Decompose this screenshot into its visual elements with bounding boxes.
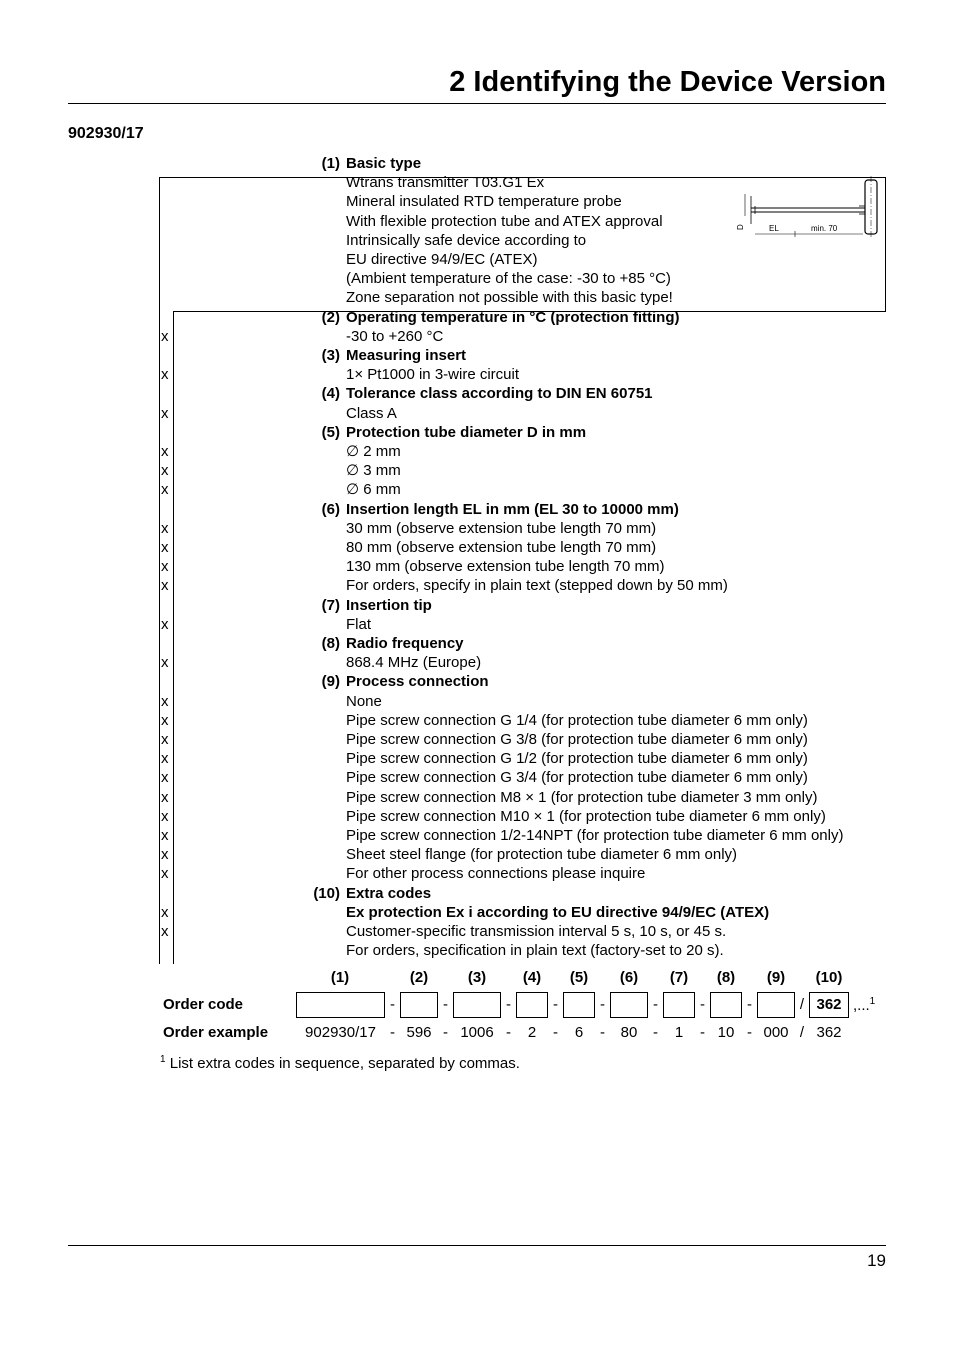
row-description: For orders, specification in plain text (factory-set to 20 s). — [346, 942, 724, 960]
row-description: Extra codes — [346, 884, 432, 902]
row-description: Mineral insulated RTD temperature probe — [346, 193, 622, 211]
row-x-mark: x — [161, 788, 169, 806]
model-heading: 902930/17 — [68, 125, 144, 142]
row-description: Flat — [346, 615, 372, 633]
order-example-separator: - — [600, 1024, 605, 1041]
order-code-box — [663, 992, 695, 1018]
row-x-mark: x — [161, 846, 169, 864]
order-code-tail — [853, 996, 875, 1014]
order-column-header: (5) — [569, 969, 589, 986]
order-code-tail-footnote: 1 — [869, 996, 876, 1007]
order-example-value: 10 — [717, 1024, 735, 1041]
order-code-box-extra: 362 — [809, 992, 849, 1018]
order-example-separator: - — [653, 1024, 658, 1041]
row-description: Pipe screw connection G 3/4 (for protection tube diameter 6 mm only) — [346, 769, 808, 787]
row-description: Pipe screw connection 1/2-14NPT (for protection tube diameter 6 mm only) — [346, 827, 844, 844]
row-x-mark: x — [161, 404, 169, 422]
row-x-mark: x — [161, 462, 169, 480]
table-left-border — [159, 177, 160, 964]
order-example-value: 80 — [620, 1024, 638, 1041]
order-example-separator: - — [506, 1024, 511, 1041]
order-code-separator: - — [600, 996, 605, 1013]
header-rule — [68, 103, 886, 104]
order-column-header: (1) — [330, 969, 350, 986]
table-inner-border — [173, 311, 174, 964]
order-code-separator: / — [799, 996, 805, 1013]
row-description: Class A — [346, 404, 397, 422]
row-description: Intrinsically safe device according to — [346, 231, 587, 249]
row-section-number: (6) — [321, 500, 340, 518]
row-description: None — [346, 692, 382, 710]
row-description: Insertion length EL in mm (EL 30 to 10000 mm) — [346, 500, 679, 518]
row-x-mark: x — [161, 903, 169, 921]
order-column-header: (7) — [669, 969, 689, 986]
row-description: Pipe screw connection G 1/4 (for protection tube diameter 6 mm only) — [346, 711, 808, 729]
order-code-box — [296, 992, 385, 1018]
order-code-box — [400, 992, 438, 1018]
row-description: ∅ 3 mm — [346, 462, 401, 480]
row-section-number: (7) — [321, 596, 340, 614]
order-code-box — [516, 992, 548, 1018]
row-description: 130 mm (observe extension tube length 70 mm) — [346, 558, 665, 576]
order-example-label: Order example — [163, 1024, 269, 1041]
row-x-mark: x — [161, 615, 169, 633]
row-description: 1× Pt1000 in 3-wire circuit — [346, 366, 519, 384]
order-code-separator: - — [506, 996, 511, 1013]
row-description: With flexible protection tube and ATEX approval — [346, 212, 663, 230]
row-x-mark: x — [161, 366, 169, 384]
row-section-number: (4) — [321, 385, 340, 403]
row-description: Pipe screw connection G 3/8 (for protection tube diameter 6 mm only) — [346, 731, 808, 748]
order-code-separator: - — [700, 996, 705, 1013]
order-example-separator: - — [390, 1024, 395, 1041]
row-description: Process connection — [346, 673, 489, 691]
row-x-mark: x — [161, 750, 169, 768]
order-code-separator: - — [443, 996, 448, 1013]
order-column-header: (10) — [815, 969, 843, 986]
order-example-separator: - — [553, 1024, 558, 1041]
order-example-value: 1 — [674, 1024, 684, 1041]
order-column-header: (2) — [409, 969, 429, 986]
row-description: EU directive 94/9/EC (ATEX) — [346, 251, 538, 268]
order-code-separator: - — [747, 996, 752, 1013]
order-code-separator: - — [553, 996, 558, 1013]
table-right-border — [885, 177, 886, 311]
row-x-mark: x — [161, 577, 169, 595]
row-description: For other process connections please inquire — [346, 865, 646, 883]
row-description: Customer-specific transmission interval 5 s, 10 s, or 45 s. — [346, 923, 727, 940]
row-description: Measuring insert — [346, 347, 467, 364]
order-example-separator: / — [799, 1024, 805, 1041]
order-example-value: 902930/17 — [305, 1024, 376, 1041]
row-description: 80 mm (observe extension tube length 70 mm) — [346, 539, 657, 556]
row-section-number: (8) — [321, 635, 340, 652]
probe-drawing — [735, 176, 885, 238]
row-x-mark: x — [161, 769, 169, 787]
row-description: Operating temperature in °C (protection fitting) — [346, 308, 680, 326]
row-description: Pipe screw connection M10 × 1 (for protection tube diameter 6 mm only) — [346, 807, 826, 825]
footnote-marker: 1 — [160, 1054, 166, 1065]
row-description: Tolerance class according to DIN EN 60751 — [346, 385, 653, 403]
row-x-mark: x — [161, 827, 169, 844]
order-column-header: (4) — [522, 969, 542, 986]
order-code-box — [757, 992, 795, 1018]
order-example-separator: - — [700, 1024, 705, 1041]
row-section-number: (9) — [321, 673, 340, 691]
order-code-box — [610, 992, 648, 1018]
row-x-mark: x — [161, 519, 169, 537]
row-description: ∅ 2 mm — [346, 443, 401, 460]
row-section-number: (5) — [321, 423, 340, 441]
order-example-separator: - — [443, 1024, 448, 1041]
footer-rule — [68, 1245, 886, 1246]
row-section-number: (10) — [313, 884, 340, 902]
order-example-value: 1006 — [460, 1024, 494, 1041]
row-x-mark: x — [161, 692, 169, 710]
page-number: 19 — [867, 1251, 886, 1270]
order-code-label: Order code — [163, 996, 244, 1013]
row-x-mark: x — [161, 807, 169, 825]
order-example-value: 2 — [527, 1024, 537, 1041]
drawing-label-min: min. 70 — [811, 224, 838, 233]
row-description: Insertion tip — [346, 596, 432, 614]
row-description: Basic type — [346, 155, 422, 172]
order-column-header: (3) — [467, 969, 487, 986]
row-description: Wtrans transmitter T03.G1 Ex — [346, 174, 545, 192]
row-x-mark: x — [161, 481, 169, 499]
row-description: 868.4 MHz (Europe) — [346, 654, 482, 672]
row-x-mark: x — [161, 731, 169, 748]
row-description: Protection tube diameter D in mm — [346, 423, 587, 441]
order-example-value: 6 — [574, 1024, 584, 1041]
row-section-number: (1) — [321, 155, 340, 172]
row-x-mark: x — [161, 654, 169, 672]
order-column-header: (8) — [716, 969, 736, 986]
drawing-label-d: D — [736, 224, 745, 230]
row-description: Sheet steel flange (for protection tube diameter 6 mm only) — [346, 846, 738, 864]
row-x-mark: x — [161, 558, 169, 576]
order-example-value: 362 — [816, 1024, 842, 1041]
order-code-box — [710, 992, 742, 1018]
order-code-box — [453, 992, 501, 1018]
order-example-value: 000 — [763, 1024, 789, 1041]
row-x-mark: x — [161, 711, 169, 729]
row-description: Radio frequency — [346, 635, 464, 652]
row-x-mark: x — [161, 539, 169, 556]
row-description: Pipe screw connection G 1/2 (for protection tube diameter 6 mm only) — [346, 750, 808, 768]
row-description: Ex protection Ex i according to EU directive 94/9/EC (ATEX) — [346, 903, 770, 921]
order-example-separator: - — [747, 1024, 752, 1041]
order-code-separator: - — [653, 996, 658, 1013]
row-x-mark: x — [161, 865, 169, 883]
order-column-header: (9) — [766, 969, 786, 986]
order-example-value: 596 — [406, 1024, 432, 1041]
order-column-header: (6) — [619, 969, 639, 986]
row-description: (Ambient temperature of the case: -30 to +85 °C) — [346, 270, 671, 288]
row-section-number: (3) — [321, 347, 340, 364]
row-description: -30 to +260 °C — [346, 327, 444, 345]
order-code-separator: - — [390, 996, 395, 1013]
row-x-mark: x — [161, 327, 169, 345]
chapter-title: 2 Identifying the Device Version — [449, 66, 886, 98]
row-description: Pipe screw connection M8 × 1 (for protection tube diameter 3 mm only) — [346, 788, 818, 806]
row-description: For orders, specify in plain text (stepped down by 50 mm) — [346, 577, 728, 595]
row-x-mark: x — [161, 923, 169, 940]
row-description: 30 mm (observe extension tube length 70 mm) — [346, 519, 657, 537]
order-code-tail-text: ,... — [853, 997, 870, 1014]
order-code-box — [563, 992, 595, 1018]
row-description: Zone separation not possible with this basic type! — [346, 289, 673, 307]
footnote-text: List extra codes in sequence, separated by commas. — [169, 1055, 520, 1072]
row-description: ∅ 6 mm — [346, 481, 401, 499]
row-x-mark: x — [161, 443, 169, 460]
drawing-label-el: EL — [769, 224, 779, 233]
footnote — [160, 1054, 520, 1072]
row-section-number: (2) — [321, 308, 340, 326]
